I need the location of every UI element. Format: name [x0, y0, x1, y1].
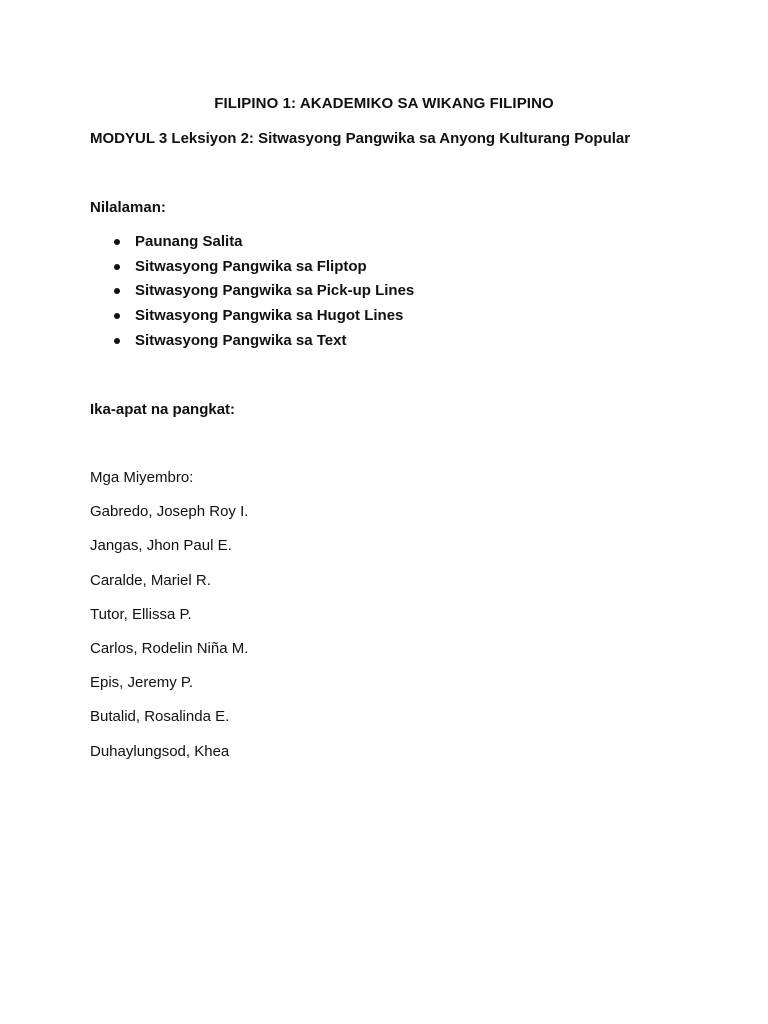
contents-item-text: Paunang Salita	[135, 233, 243, 250]
member-name: Tutor, Ellissa P.	[90, 605, 192, 623]
member-name: Carlos, Rodelin Niña M.	[90, 639, 249, 657]
bullet-icon	[114, 288, 120, 294]
contents-item-text: Sitwasyong Pangwika sa Text	[135, 331, 347, 349]
bullet-icon	[114, 313, 120, 319]
bullet-icon	[114, 338, 120, 344]
contents-item-text: Sitwasyong Pangwika sa Fliptop	[135, 257, 367, 275]
members-list	[90, 468, 248, 776]
member-name: Butalid, Rosalinda E.	[90, 708, 230, 726]
document-subtitle: MODYUL 3 Leksiyon 2: Sitwasyong Pangwika sa Anyong Kulturang Popular	[90, 130, 631, 147]
contents-item-text: Sitwasyong Pangwika sa Hugot Lines	[135, 307, 404, 325]
bullet-icon	[114, 239, 120, 245]
contents-item-text: Sitwasyong Pangwika sa Pick-up Lines	[135, 282, 415, 300]
contents-heading: Nilalaman:	[90, 199, 166, 216]
member-name: Caralde, Mariel R.	[90, 571, 211, 589]
member-name: Duhaylungsod, Khea	[90, 742, 230, 760]
bullet-icon	[114, 264, 120, 270]
group-heading: Ika-apat na pangkat:	[90, 401, 236, 418]
members-label: Mga Miyembro:	[90, 469, 194, 486]
member-name: Epis, Jeremy P.	[90, 674, 194, 692]
member-name: Gabredo, Joseph Roy I.	[90, 503, 249, 521]
document-title: FILIPINO 1: AKADEMIKO SA WIKANG FILIPINO	[214, 95, 554, 112]
member-name: Jangas, Jhon Paul E.	[90, 537, 232, 555]
